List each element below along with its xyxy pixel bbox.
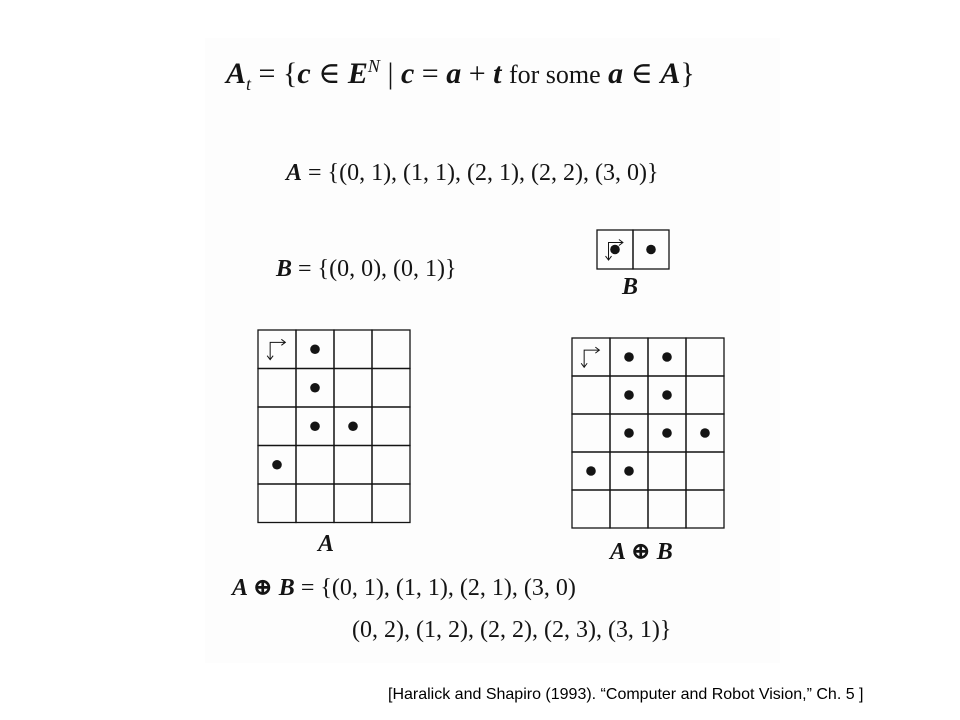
grid-b-label: B	[622, 274, 639, 300]
grid-dilation-dot	[662, 390, 672, 400]
grid-dilation-cell	[648, 452, 686, 490]
grid-dilation-dot	[624, 466, 634, 476]
dilation-result-line-2: (0, 2), (1, 2), (2, 2), (2, 3), (3, 1)}	[352, 617, 672, 643]
grid-dilation-dot	[662, 352, 672, 362]
set-a-definition: A = {(0, 1), (1, 1), (2, 1), (2, 2), (3, 0)}	[286, 160, 659, 186]
grid-dilation-cell	[572, 414, 610, 452]
grid-dilation-dot	[624, 428, 634, 438]
set-b-definition: B = {(0, 0), (0, 1)}	[276, 256, 457, 282]
grid-dilation-cell	[572, 490, 610, 528]
translation-definition: $A_t = \{c$ ∈ $E^N$ | c = a + t for some a ∈ A}	[226, 56, 695, 94]
grid-dilation-cell	[648, 490, 686, 528]
grid-dilation-cell	[686, 452, 724, 490]
grid-dilation-origin-marker-icon	[581, 347, 599, 367]
grid-a-label: A	[318, 531, 335, 557]
grid-dilation-label: A ⊕ B	[610, 539, 673, 565]
grid-dilation-dot	[700, 428, 710, 438]
dilation-result-line-1: A ⊕ B = {(0, 1), (1, 1), (2, 1), (3, 0)	[232, 575, 576, 601]
grid-dilation-cell	[686, 490, 724, 528]
grid-dilation-cell	[686, 376, 724, 414]
grid-dilation-cell	[610, 490, 648, 528]
grid-dilation-dot	[586, 466, 596, 476]
grid-dilation-dot	[624, 352, 634, 362]
grid-dilation-dot	[662, 428, 672, 438]
grid-dilation-cell	[686, 338, 724, 376]
citation: [Haralick and Shapiro (1993). “Computer and Robot Vision,” Ch. 5 ]	[388, 686, 864, 703]
grid-dilation-cell	[572, 338, 610, 376]
grid-dilation-dot	[624, 390, 634, 400]
grid-dilation-cell	[572, 376, 610, 414]
